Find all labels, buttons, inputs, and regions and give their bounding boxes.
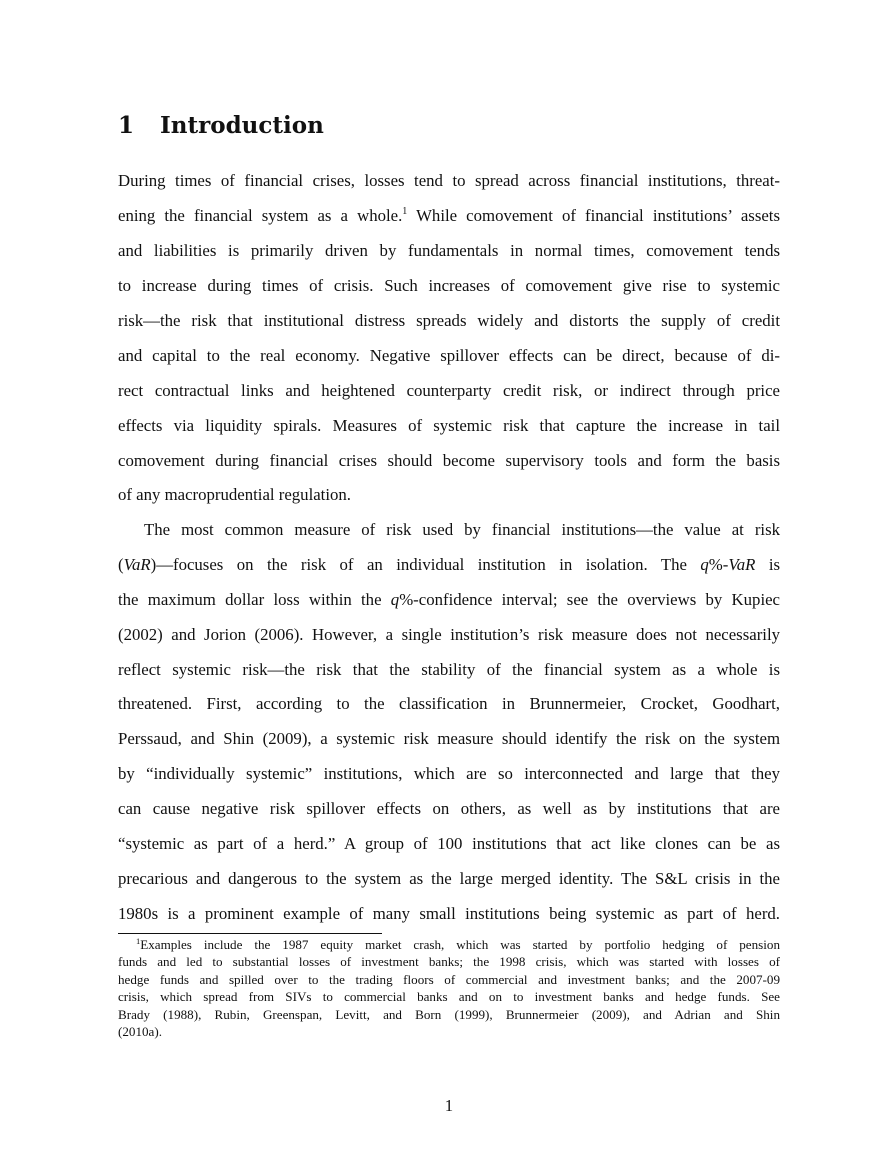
text-run: the maximum dollar loss within the [118, 590, 391, 609]
text-line: by “individually systemic” institutions, which are so interconnected and large that they [118, 764, 780, 783]
text-line: of any macroprudential regulation. [118, 485, 351, 504]
footnote-line: funds and led to substantial losses of investment banks; the 1998 crisis, which was started with losses of [118, 954, 780, 969]
text-line: and liabilities is primarily driven by fundamentals in normal times, comovement tends [118, 241, 780, 260]
footnote-marker[interactable]: 1 [402, 206, 408, 217]
text-line: During times of financial crises, losses tend to spread across financial institutions, threat- [118, 171, 780, 190]
text-line: rect contractual links and heightened counterparty credit risk, or indirect through price [118, 381, 780, 400]
text-run: %- [708, 555, 729, 574]
text-line: effects via liquidity spirals. Measures of systemic risk that capture the increase in tail [118, 416, 780, 435]
footnote-line: (2010a). [118, 1024, 162, 1039]
text-line: risk—the risk that institutional distress spreads widely and distorts the supply of credit [118, 311, 780, 330]
text-line: can cause negative risk spillover effects on others, as well as by institutions that are [118, 799, 780, 818]
section-number: 1 [118, 112, 135, 139]
text-run: %-confidence interval; see the overviews by Kupiec [399, 590, 781, 609]
text-line [118, 553, 780, 577]
text-run: )—focuses on the risk of an individual institution in isolation. The [150, 555, 701, 574]
section-heading [118, 110, 324, 142]
footnote-number: 1 [136, 936, 141, 946]
footnote-line: crisis, which spread from SIVs to commercial banks and on to investment banks and hedge funds. See [118, 989, 780, 1004]
section-title: Introduction [160, 112, 324, 139]
page-number: 1 [444, 1096, 454, 1115]
footnote-divider [118, 933, 382, 934]
text-line: comovement during financial crises should become supervisory tools and form the basis [118, 451, 780, 470]
text-line: threatened. First, according to the classification in Brunnermeier, Crocket, Goodhart, [118, 694, 780, 713]
text-line: Perssaud, and Shin (2009), a systemic risk measure should identify the risk on the system [118, 729, 780, 748]
text-line: reflect systemic risk—the risk that the stability of the financial system as a whole is [118, 660, 780, 679]
text-line: The most common measure of risk used by financial institutions—the value at risk [144, 520, 780, 539]
math-var: VaR [728, 555, 756, 574]
text-line: 1980s is a prominent example of many small institutions being systemic as part of herd. [118, 904, 780, 923]
text-line: (2002) and Jorion (2006). However, a single institution’s risk measure does not necessarily [118, 625, 780, 644]
text-run: is [755, 555, 781, 574]
footnote-line: Brady (1988), Rubin, Greenspan, Levitt, and Born (1999), Brunnermeier (2009), and Adrian and Shin [118, 1007, 780, 1022]
text-line: “systemic as part of a herd.” A group of 100 institutions that act like clones can be as [118, 834, 780, 853]
footnote-line: hedge funds and spilled over to the trading floors of commercial and investment banks; and the 2007-09 [118, 972, 780, 987]
text-line: to increase during times of crisis. Such increases of comovement give rise to systemic [118, 276, 780, 295]
footnote-line [118, 936, 780, 953]
math-var: VaR [123, 555, 151, 574]
text-line: and capital to the real economy. Negative spillover effects can be direct, because of di- [118, 346, 780, 365]
text-line [118, 588, 780, 612]
math-q: q [390, 590, 400, 609]
text-run: While comovement of financial institutions’ assets [407, 206, 780, 225]
math-q: q [700, 555, 709, 574]
text-line: precarious and dangerous to the system as the large merged identity. The S&L crisis in the [118, 869, 780, 888]
text-line [118, 204, 780, 228]
text-run: Examples include the 1987 equity market crash, which was started by portfolio hedging of pension [140, 937, 780, 952]
text-run: ( [118, 555, 124, 574]
text-run: ening the financial system as a whole. [118, 206, 403, 225]
